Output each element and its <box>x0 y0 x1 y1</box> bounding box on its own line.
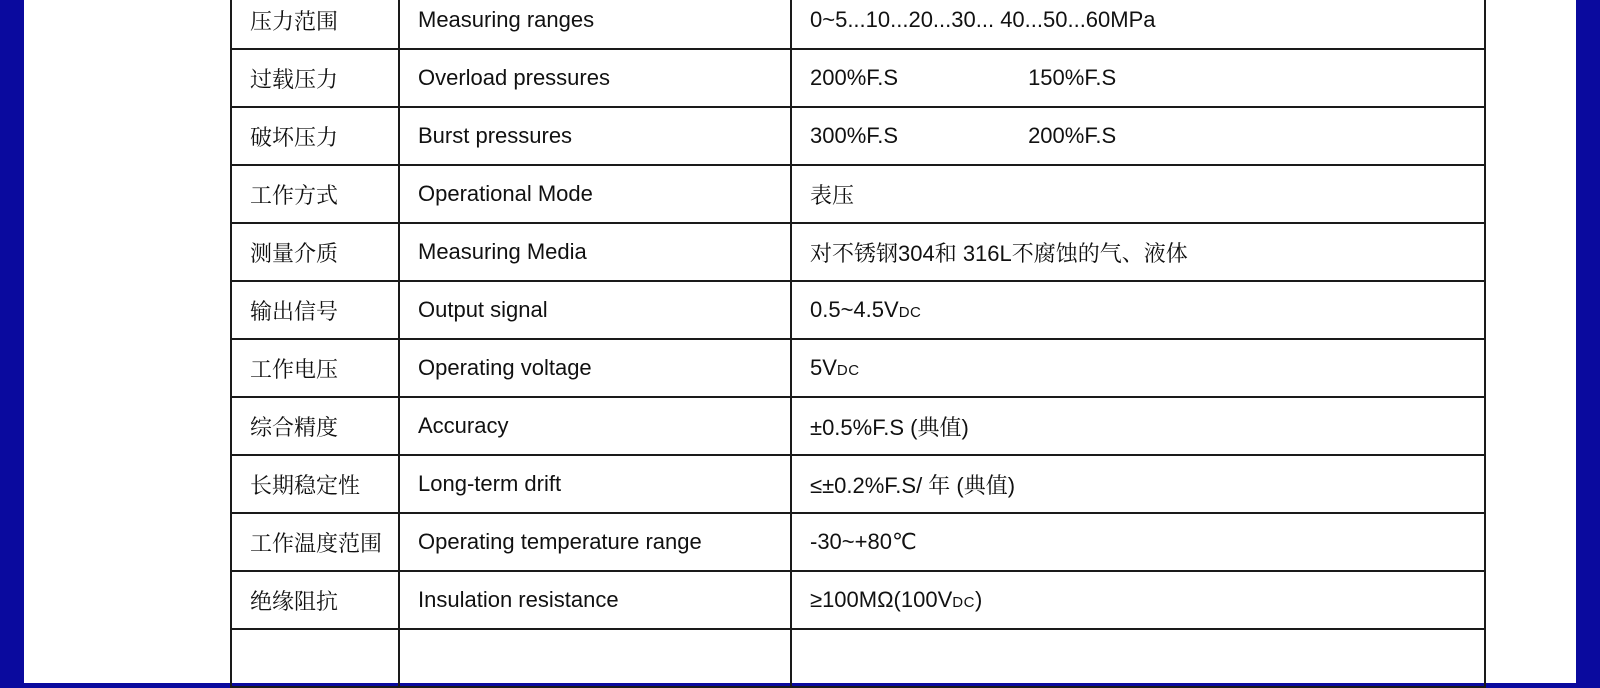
param-name-en: Output signal <box>399 281 791 339</box>
param-name-en: Operational Mode <box>399 165 791 223</box>
table-row <box>231 0 1485 49</box>
value-unit: DC <box>898 304 922 321</box>
param-name-en: Long-term drift <box>399 455 791 513</box>
param-name-en: Accuracy <box>399 397 791 455</box>
table-row <box>231 49 1485 107</box>
spec-table <box>230 0 1486 688</box>
value-a: 200%F.S <box>810 65 899 90</box>
value-unit: DC <box>836 362 860 379</box>
table-row <box>231 339 1485 397</box>
param-name-en <box>399 629 791 687</box>
param-name-en: Burst pressures <box>399 107 791 165</box>
param-name-zh: 工作方式 <box>231 165 399 223</box>
param-name-en: Measuring Media <box>399 223 791 281</box>
param-value <box>791 49 1485 107</box>
value-main: 0.5~4.5V <box>810 297 899 322</box>
param-name-en: Operating temperature range <box>399 513 791 571</box>
param-name-en: Operating voltage <box>399 339 791 397</box>
value-tail: ) <box>974 587 983 612</box>
table-row <box>231 513 1485 571</box>
value-b: 200%F.S <box>1028 123 1117 148</box>
param-value <box>791 339 1485 397</box>
param-name-zh: 测量介质 <box>231 223 399 281</box>
param-value: ≤±0.2%F.S/ 年 (典值) <box>791 455 1485 513</box>
param-name-zh: 过载压力 <box>231 49 399 107</box>
table-row <box>231 281 1485 339</box>
param-name-zh: 工作温度范围 <box>231 513 399 571</box>
value-unit: DC <box>952 594 975 611</box>
value-a: 300%F.S <box>810 123 899 148</box>
param-name-zh: 绝缘阻抗 <box>231 571 399 629</box>
param-name-en: Insulation resistance <box>399 571 791 629</box>
param-value <box>791 629 1485 687</box>
table-row <box>231 397 1485 455</box>
param-name-zh: 输出信号 <box>231 281 399 339</box>
param-value: 表压 <box>791 165 1485 223</box>
document-page <box>24 0 1576 683</box>
param-name-zh: 破坏压力 <box>231 107 399 165</box>
table-row <box>231 629 1485 687</box>
param-value <box>791 107 1485 165</box>
param-name-zh: 工作电压 <box>231 339 399 397</box>
table-row <box>231 223 1485 281</box>
param-name-zh: 压力范围 <box>231 0 399 49</box>
param-name-zh <box>231 629 399 687</box>
param-value <box>791 571 1485 629</box>
table-row <box>231 455 1485 513</box>
value-main: ≥100MΩ(100V <box>810 587 953 612</box>
table-row <box>231 571 1485 629</box>
param-value: 0~5...10...20...30... 40...50...60MPa <box>791 0 1485 49</box>
param-value: ±0.5%F.S (典值) <box>791 397 1485 455</box>
param-value: -30~+80℃ <box>791 513 1485 571</box>
param-name-zh: 长期稳定性 <box>231 455 399 513</box>
value-main: 5V <box>810 355 837 380</box>
param-name-en: Overload pressures <box>399 49 791 107</box>
table-row <box>231 165 1485 223</box>
param-value <box>791 281 1485 339</box>
value-b: 150%F.S <box>1028 65 1117 90</box>
param-name-zh: 综合精度 <box>231 397 399 455</box>
param-name-en: Measuring ranges <box>399 0 791 49</box>
table-row <box>231 107 1485 165</box>
param-value: 对不锈钢304和 316L不腐蚀的气、液体 <box>791 223 1485 281</box>
